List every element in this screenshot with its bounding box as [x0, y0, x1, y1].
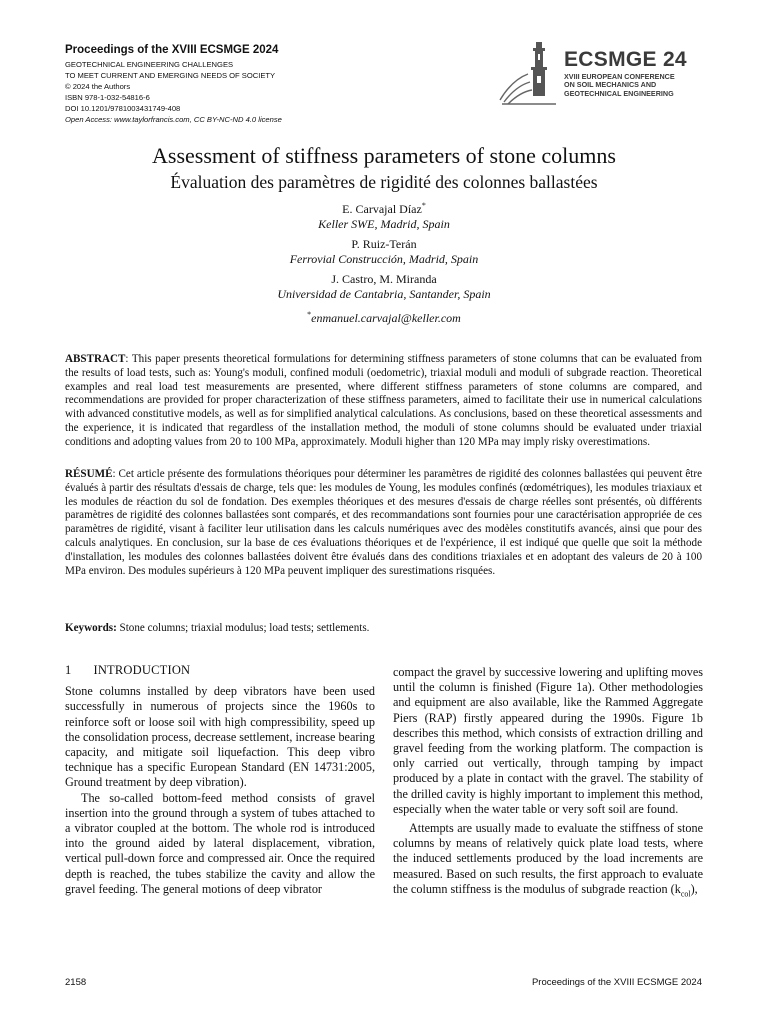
proceedings-title: Proceedings of the XVIII ECSMGE 2024: [65, 44, 279, 56]
intro-paragraph-2: The so-called bottom-feed method consists of gravel insertion into the ground through a system of tubes attached to a vibrator coupled at the bottom. The whole rod is introduced into the ground aided by lateral displacement, vibration, vertical pull-down force and compressed air. Once the required depth is reached, the tubes stabilize the cavity and allow the gravel feeding. The general motions of deep vibrator: [65, 790, 375, 896]
affiliation-3: Universidad de Cantabria, Santander, Spain: [277, 287, 491, 301]
author-1: E. Carvajal Díaz*: [342, 201, 426, 216]
corresponding-email: *enmanuel.carvajal@keller.com: [307, 310, 461, 325]
footer-proceedings: Proceedings of the XVIII ECSMGE 2024: [531, 977, 702, 988]
left-column: [65, 663, 375, 897]
resume-text: : Cet article présente des formulations théoriques pour déterminer les paramètres de rigidité des colonnes ballastées qui peuvent être évalués à partir des résultats d'essais de charge, tels que: les modules de Young, les modules confinés (œdométriques), les modules triaxiaux et les modules de réaction du sol de fondation. Des exemples théoriques et des mesures d'essais de charge réelles sont présentés, où différents paramètres de rigidité des colonnes ballastées sont comparés, et des recommandations sont fournies pour une caractérisation appropriée de ces paramètres de rigidité, visant à faciliter leur utilisation dans les calculs numériques avec des modèles constitutifs avancés, ainsi que pour des calculs analytiques. En conclusion, sur la base de ces évaluations théoriques et de l'expérience, il est indiqué que quelle que soit la méthode d'installation, les modules des colonnes ballastées doivent être évalués dans des conditions triaxiales et en adoptant des valeurs de 20 à 100 MPa environ. Des modules supérieurs à 120 MPa peuvent impliquer des surestimations risquées.: [65, 468, 702, 577]
keywords-label: Keywords:: [65, 622, 117, 634]
keywords: [65, 622, 702, 636]
logo-subtitle: XVIII EUROPEAN CONFERENCE ON SOIL MECHANICS AND GEOTECHNICAL ENGINEERING: [564, 72, 675, 98]
header-line: TO MEET CURRENT AND EMERGING NEEDS OF SOCIETY: [65, 71, 276, 81]
right-column: [393, 665, 703, 901]
header-line: GEOTECHNICAL ENGINEERING CHALLENGES: [65, 60, 234, 69]
affiliation-2: Ferrovial Construcción, Madrid, Spain: [289, 252, 479, 266]
section-heading: 1 INTRODUCTION: [65, 663, 191, 677]
paper-title: Assessment of stiffness parameters of stone columns: [152, 143, 616, 168]
resume-label: RÉSUMÉ: [65, 468, 113, 480]
abstract-text: : This paper presents theoretical formulations for determining stiffness parameters of stone columns that can be evaluated from the results of load tests, such as: Young's moduli, confined moduli (oedometric), triaxial moduli and moduli of subgrade reaction. Theoretical examples and real load test measurements are presented, where different stiffness parameters of stone columns are compared, and recommendations are provided for proper characterization of these stiffness parameters, aimed to facilitate their use in numerical calculations with advanced constitutive models, as well as for simplified analytical calculations. As conclusions, based on these theoretical assessments and the experience, it is indicated that regardless of the installation method, the moduli of stone columns should be evaluated under triaxial conditions and adopting values from 20 to 100 MPa, approximately. Moduli higher than 120 MPa may imply risky overestimations.: [65, 353, 702, 448]
open-access-line: Open Access: www.taylorfrancis.com, CC BY-NC-ND 4.0 license: [65, 115, 282, 125]
ecsmge-logo: [498, 40, 708, 106]
intro-paragraph-1: Stone columns installed by deep vibrators have been used successfully in numerous of projects since the 1960s to reinforce soft or loose soil with high compressibility, speed up the consolidation process, decrease settlement, increase bearing capacity, and mitigate soil liquefaction. This deep vibro technique has a specific European Standard (EN 14731:2005, Ground treatment by deep vibration).: [65, 684, 375, 790]
author-2: P. Ruiz-Terán: [351, 237, 417, 251]
copyright-line: © 2024 the Authors: [65, 82, 131, 92]
proceedings-header: [65, 44, 365, 126]
paper-title-french: Évaluation des paramètres de rigidité des colonnes ballastées: [170, 172, 598, 192]
intro-paragraph-4: Attempts are usually made to evaluate the stiffness of stone columns by means of relatively quick plate load tests, where the induced settlements produced by the load increments are measured. Based on such results, the first approach to evaluate the column stiffness is the modulus of subgrade reaction $(k_{col})$,: [393, 821, 703, 899]
abstract: [65, 353, 702, 450]
abstract-label: ABSTRACT: [65, 353, 126, 365]
logo-name: ECSMGE 24: [564, 48, 687, 71]
doi-line: DOI 10.1201/9781003431749-408: [65, 104, 181, 114]
author-3: J. Castro, M. Miranda: [331, 272, 437, 286]
title-block: [0, 143, 768, 326]
keywords-text: Stone columns; triaxial modulus; load tests; settlements.: [116, 622, 370, 634]
intro-paragraph-3: compact the gravel by successive lowering and uplifting moves until the column is finished (Figure 1a). Other methodologies and equipment are also available, like the Rammed Aggregate Piers (RAP) firstly appeared during the 1990s. Figure 1b describes this method, which consists of extraction drilling and gravel feeding from the working platform. The compaction is only carried out vertically, through tamping by impact produced by a plate in contact with the gravel. The stability of the drilled cavity is highly important to implement this method, especially when the water table or very soft soil are found.: [393, 665, 703, 816]
page-number: 2158: [65, 977, 87, 988]
resume: [65, 468, 702, 578]
isbn-line: ISBN 978-1-032-54816-6: [65, 93, 150, 103]
lighthouse-icon: [498, 40, 560, 106]
affiliation-1: Keller SWE, Madrid, Spain: [318, 217, 450, 231]
